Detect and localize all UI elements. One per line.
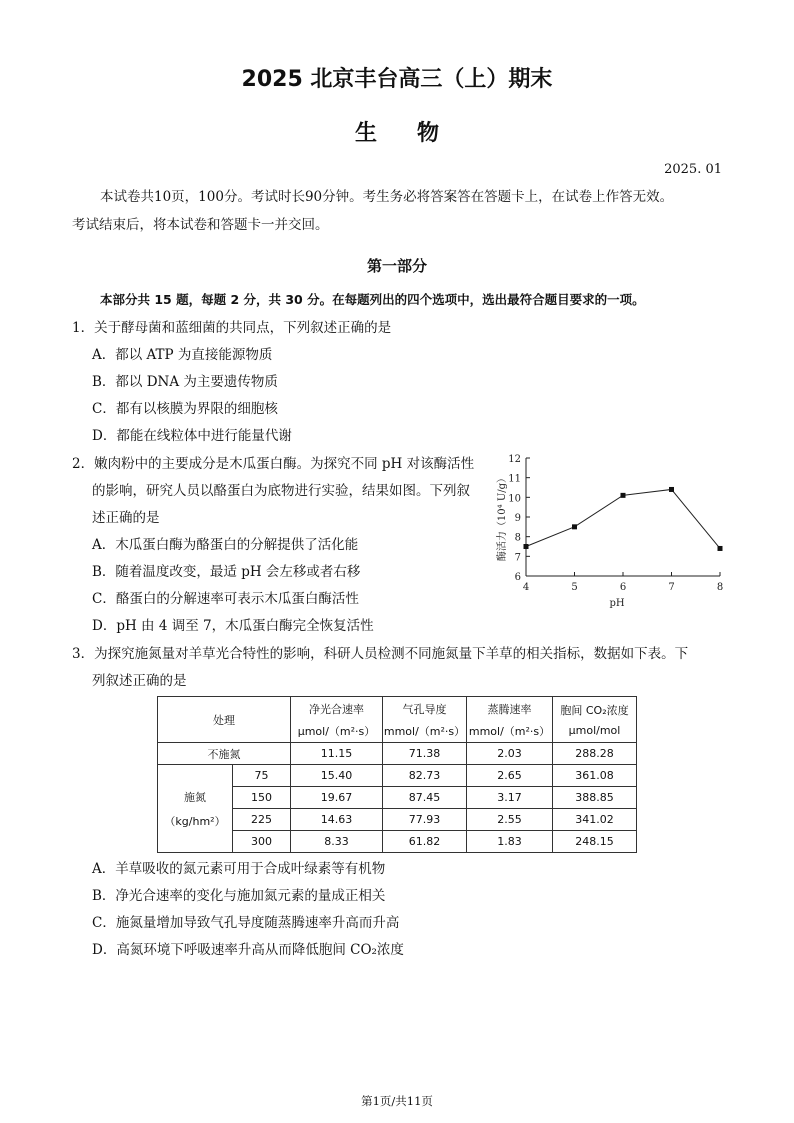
table-cell: 15.40 (291, 765, 383, 787)
level-cell: 150 (233, 787, 291, 809)
table-cell: 361.08 (553, 765, 637, 787)
question-1-stem: 1．关于酵母菌和蓝细菌的共同点，下列叙述正确的是 (72, 320, 392, 336)
y-tick-label: 7 (514, 552, 521, 564)
question-1-option-a: A．都以 ATP 为直接能源物质 (92, 347, 273, 363)
question-3-option-b: B．净光合速率的变化与施加氮元素的量成正相关 (92, 888, 386, 904)
group-unit: （kg/hm²） (164, 814, 226, 828)
question-2-stem-line-3: 述正确的是 (92, 510, 160, 526)
question-2-option-d: D．pH 由 4 调至 7，木瓜蛋白酶完全恢复活性 (92, 618, 374, 634)
section-title: 第一部分 (366, 257, 427, 275)
x-tick-label: 5 (571, 582, 578, 593)
data-point (572, 524, 577, 529)
section-instruction: 本部分共 15 题，每题 2 分，共 30 分。在每题列出的四个选项中，选出最符合题目要求的一项。 (100, 292, 645, 307)
table-cell: 3.17 (467, 787, 553, 809)
data-point (718, 546, 723, 551)
table-cell: 77.93 (383, 809, 467, 831)
table-cell: 87.45 (383, 787, 467, 809)
y-tick-label: 10 (508, 493, 521, 505)
question-2-option-b: B．随着温度改变，最适 pH 会左移或者右移 (92, 564, 361, 580)
x-tick-label: 7 (668, 582, 675, 593)
series-line (526, 489, 720, 548)
question-1-option-d: D．都能在线粒体中进行能量代谢 (92, 428, 292, 444)
control-label: 不施氮 (158, 743, 291, 765)
header-col-4 (553, 697, 637, 743)
table-cell: 2.55 (467, 809, 553, 831)
data-point (621, 493, 626, 498)
table-cell: 61.82 (383, 831, 467, 853)
table-cell: 71.38 (383, 743, 467, 765)
header-col-2 (383, 697, 467, 743)
level-cell: 300 (233, 831, 291, 853)
table-cell: 14.63 (291, 809, 383, 831)
header-col-1-unit: μmol/（m²·s） (297, 724, 376, 738)
table-row-control (158, 743, 637, 765)
question-2-stem-line-2: 的影响，研究人员以酪蛋白为底物进行实验，结果如图。下列叙 (92, 483, 470, 499)
x-tick-label: 6 (619, 582, 627, 593)
data-point (669, 487, 674, 492)
data-point (524, 544, 529, 549)
group-label: 施氮 (184, 790, 206, 804)
table-row (158, 765, 637, 787)
header-col-3 (467, 697, 553, 743)
table-cell: 288.28 (553, 743, 637, 765)
question-1-option-c: C．都有以核膜为界限的细胞核 (92, 401, 278, 417)
header-col-3-name: 蒸腾速率 (487, 702, 532, 716)
y-tick-label: 9 (514, 513, 521, 524)
table-cell: 1.83 (467, 831, 553, 853)
nitrogen-data-table (157, 696, 637, 853)
question-3-option-a: A．羊草吸收的氮元素可用于合成叶绿素等有机物 (92, 861, 386, 877)
header-col-2-unit: mmol/（m²·s） (383, 724, 466, 738)
subject-title: 生物 (354, 121, 479, 146)
x-axis-label: pH (609, 598, 625, 609)
question-2-option-a: A．木瓜蛋白酶为酪蛋白的分解提供了活化能 (92, 537, 359, 553)
table-cell: 248.15 (553, 831, 637, 853)
group-label-cell (158, 765, 233, 853)
intro-line-1: 本试卷共10页，100分。考试时长90分钟。考生务必将答案答在答题卡上，在试卷上作答无效。 (100, 189, 674, 205)
header-col-4-name: 胞间 CO₂浓度 (560, 704, 629, 717)
y-tick-label: 12 (508, 454, 521, 465)
header-col-2-name: 气孔导度 (402, 702, 447, 716)
question-1-option-b: B．都以 DNA 为主要遗传物质 (92, 374, 278, 390)
question-3-stem-line-2: 列叙述正确的是 (92, 673, 187, 689)
y-axis-label: 酶活力（10⁴ U/g） (497, 472, 508, 562)
y-tick-label: 11 (508, 473, 521, 485)
question-2-stem-line-1: 2．嫩肉粉中的主要成分是木瓜蛋白酶。为探究不同 pH 对该酶活性 (72, 456, 475, 472)
enzyme-activity-chart (490, 448, 730, 616)
header-treatment: 处理 (158, 697, 291, 743)
level-cell: 225 (233, 809, 291, 831)
y-tick-label: 8 (514, 532, 521, 544)
table-cell: 82.73 (383, 765, 467, 787)
level-cell: 75 (233, 765, 291, 787)
page-title: 2025 北京丰台高三（上）期末 (241, 67, 553, 92)
table-cell: 11.15 (291, 743, 383, 765)
table-cell: 8.33 (291, 831, 383, 853)
x-tick-label: 4 (522, 582, 530, 593)
y-tick-label: 6 (514, 572, 521, 583)
exam-date: 2025. 01 (664, 162, 722, 177)
question-3-option-c: C．施氮量增加导致气孔导度随蒸腾速率升高而升高 (92, 915, 400, 931)
table-cell: 2.65 (467, 765, 553, 787)
header-col-1-name: 净光合速率 (309, 702, 364, 716)
x-tick-label: 8 (716, 582, 724, 593)
table-cell: 341.02 (553, 809, 637, 831)
question-3-stem-line-1: 3．为探究施氮量对羊草光合特性的影响，科研人员检测不同施氮量下羊草的相关指标，数据如下表。下 (72, 646, 689, 662)
header-col-1 (291, 697, 383, 743)
question-2-option-c: C．酪蛋白的分解速率可表示木瓜蛋白酶活性 (92, 591, 359, 607)
page-footer: 第1页/共11页 (361, 1094, 433, 1108)
intro-line-2: 考试结束后，将本试卷和答题卡一并交回。 (72, 217, 329, 233)
header-col-3-unit: mmol/（m²·s） (468, 724, 551, 738)
question-3-option-d: D．高氮环境下呼吸速率升高从而降低胞间 CO₂浓度 (92, 942, 404, 958)
table-cell: 2.03 (467, 743, 553, 765)
table-cell: 388.85 (553, 787, 637, 809)
table-cell: 19.67 (291, 787, 383, 809)
header-col-4-unit: μmol/mol (568, 724, 621, 737)
